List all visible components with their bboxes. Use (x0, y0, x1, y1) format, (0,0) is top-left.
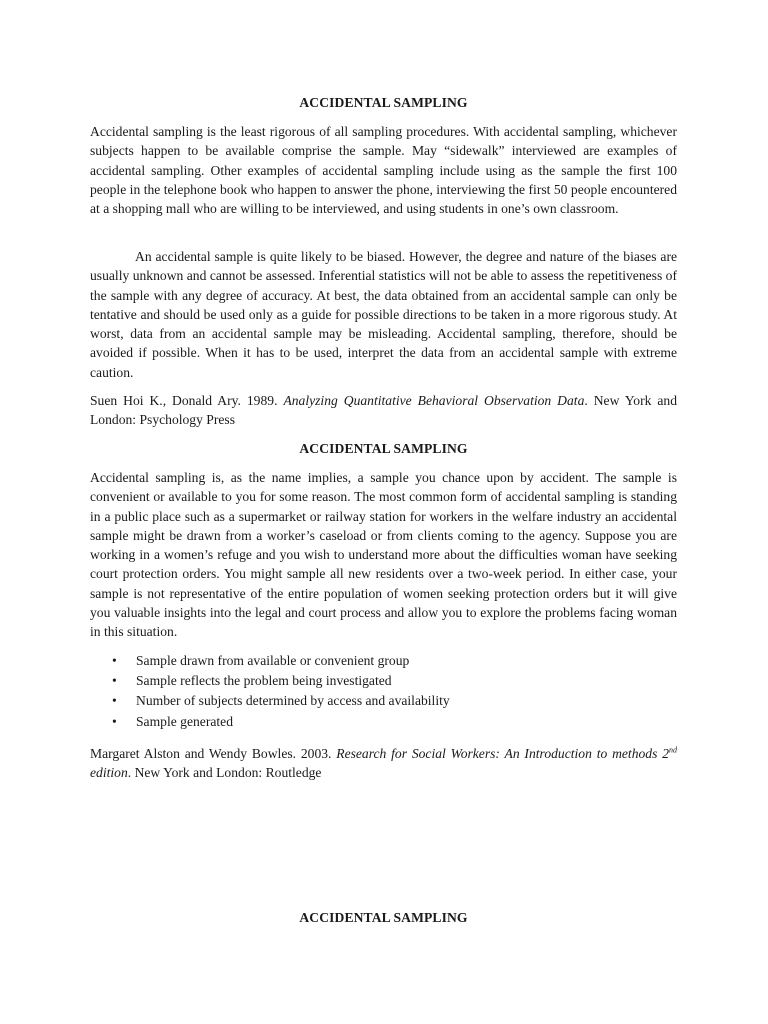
bullet-icon: • (112, 653, 117, 668)
section-2-heading: ACCIDENTAL SAMPLING (299, 441, 468, 456)
document-page (90, 0, 677, 1024)
section-2-reference (90, 744, 677, 783)
reference-title: Analyzing Quantitative Behavioral Observation Data (283, 393, 585, 408)
list-item: • Sample generated (90, 712, 677, 732)
list-item: • Sample drawn from available or convenient group (90, 651, 677, 671)
list-item: • Sample reflects the problem being investigated (90, 671, 677, 691)
reference-title: Research for Social Workers: An Introduction to methods 2nd edition (90, 745, 677, 781)
section-1-paragraph-1: Accidental sampling is the least rigorous of all sampling procedures. With accidental sampling, whichever subjects happen to be available comprise the sample. May “sidewalk” interviewed are examples of accidental sampling. Other examples of accidental sampling include using as the sample the first 100 people in the telephone book who happen to answer the phone, interviewing the first 50 people encountered at a shopping mall who are willing to be interviewed, and using students in one’s own classroom. (90, 124, 677, 217)
bullet-icon: • (112, 693, 117, 709)
section-1-heading: ACCIDENTAL SAMPLING (299, 95, 468, 110)
section-1-paragraph-2: An accidental sample is quite likely to be biased. However, the degree and nature of the biases are usually unknown and cannot be assessed. Inferential statistics will not be able to assess the repetitiveness of the sample with any degree of accuracy. At best, the data obtained from an accidental sample can only be tentative and should be used only as a guide for possible directions to be taken in a more rigorous study. At worst, data from an accidental sample may be misleading. Accidental sampling, therefore, should be avoided if possible. When it has to be used, interpret the data from an accidental sample with extreme caution. (90, 249, 677, 380)
reference-authors: Margaret Alston and Wendy Bowles. 2003. (90, 746, 337, 761)
reference-publisher: . New York and London: Psychology Press (90, 393, 678, 428)
section-3-heading: ACCIDENTAL SAMPLING (299, 910, 468, 925)
reference-authors: Suen Hoi K., Donald Ary. 1989. (90, 393, 284, 408)
reference-publisher: . New York and London: Routledge (127, 765, 322, 781)
list-item: • Number of subjects determined by access and availability (90, 691, 677, 711)
bullet-icon: • (112, 713, 117, 729)
bullet-icon: • (112, 673, 117, 689)
section-2-paragraph-1: Accidental sampling is, as the name implies, a sample you chance upon by accident. The sample is convenient or available to you for some reason. The most common form of accidental sampling is standing in a public place such as a supermarket or railway station for workers in the welfare industry an accidental sample might be drawn from a worker’s caseload or from clients coming to the agency. Suppose you are working in a women’s refuge and you wish to understand more about the difficulties woman have seeking court protection orders. You might sample all new residents over a two-week period. In either case, your sample is not representative of the entire population of women seeking protection orders but it will give you valuable insights into the legal and court process and allow you to explore the problems facing woman in this situation. (90, 470, 677, 640)
section-1-reference (90, 391, 677, 430)
reference-superscript: nd (669, 745, 677, 755)
bullet-list (90, 651, 677, 732)
